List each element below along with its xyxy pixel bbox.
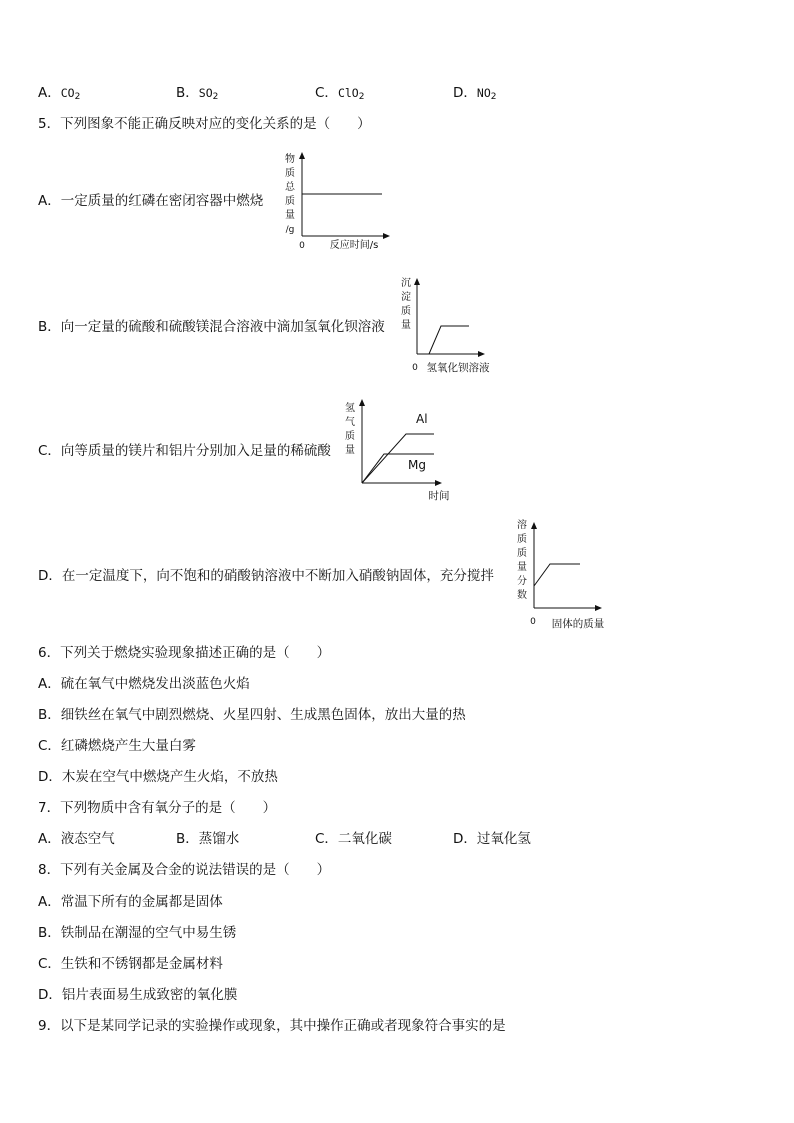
q5-option-c-text: C．向等质量的镁片和铝片分别加入足量的稀硫酸 [38, 443, 331, 459]
graph-b-y-arrow [414, 278, 420, 285]
graph-c-ylabel-0: 氢 [345, 403, 355, 414]
graph-c-y-arrow [359, 399, 365, 406]
graph-b-xlabel: 氢氧化钡溶液 [426, 362, 490, 374]
graph-d-ylabel-0: 溶 [517, 520, 527, 531]
q8-option-a: A．常温下所有的金属都是固体 [38, 894, 223, 910]
graph-d-origin: 0 [530, 617, 536, 627]
graph-b-x-arrow [478, 351, 485, 357]
graph-a-ylabel-0: 物 [285, 154, 295, 165]
graph-c-ylabel-3: 量 [345, 445, 355, 456]
q5-option-a-text: A．一定质量的红磷在密闭容器中燃烧 [38, 193, 264, 209]
q7-stem: 7．下列物质中含有氧分子的是（ ） [38, 800, 277, 816]
graph-a-ylabel-5: /g [285, 225, 295, 235]
graph-b-origin: 0 [412, 363, 418, 373]
q5-option-b-text: B．向一定量的硫酸和硫酸镁混合溶液中滴加氢氧化钡溶液 [38, 319, 385, 335]
q7-option-a: A．液态空气 [38, 831, 115, 847]
graph-d-ylabel-5: 数 [517, 590, 527, 601]
graph-c-ylabel-2: 质 [345, 431, 355, 442]
q6-option-b: B．细铁丝在氧气中剧烈燃烧、火星四射、生成黑色固体，放出大量的热 [38, 707, 466, 723]
graph-d-x-arrow [595, 605, 602, 611]
q6-option-a: A．硫在氧气中燃烧发出淡蓝色火焰 [38, 676, 250, 692]
q4-option-c: C．ClO$_2$ [315, 85, 365, 102]
graph-b-ylabel-1: 淀 [401, 292, 411, 303]
graph-c-series-al: Al [416, 412, 428, 426]
q5-graph-c [338, 395, 458, 505]
q4-option-a: A．$CO_2$ [38, 85, 81, 102]
graph-d-curve [534, 564, 580, 586]
graph-a-xlabel: 反应时间/s [329, 240, 379, 251]
graph-c-xlabel: 时间 [428, 490, 450, 502]
graph-a-ylabel-1: 质 [285, 168, 295, 179]
graph-b-ylabel-2: 质 [401, 306, 411, 317]
graph-b-curve [429, 326, 469, 354]
q8-option-c: C．生铁和不锈钢都是金属材料 [38, 956, 223, 972]
q5-stem: 5．下列图象不能正确反映对应的变化关系的是（ ） [38, 116, 371, 132]
graph-c-x-arrow [435, 480, 442, 486]
q4-option-b: B．$SO_2$ [176, 85, 219, 102]
graph-a-x-arrow [383, 233, 390, 239]
graph-a-ylabel-2: 总 [285, 182, 295, 193]
q7-option-d: D．过氧化氢 [453, 831, 531, 847]
graph-c-ylabel-1: 气 [345, 417, 355, 428]
graph-a-ylabel-3: 质 [285, 196, 295, 207]
graph-d-ylabel-3: 量 [517, 562, 527, 573]
graph-d-ylabel-4: 分 [517, 576, 527, 587]
q5-graph-b [393, 272, 503, 382]
graph-c-series-mg: Mg [408, 458, 426, 472]
q6-option-d: D．木炭在空气中燃烧产生火焰，不放热 [38, 769, 278, 785]
q5-graph-a [280, 150, 400, 260]
graph-a-origin: 0 [299, 241, 305, 251]
q4-option-d: D．$NO_2$ [453, 85, 497, 102]
q6-option-c: C．红磷燃烧产生大量白雾 [38, 738, 196, 754]
q7-option-c: C．二氧化碳 [315, 831, 392, 847]
q7-option-b: B．蒸馏水 [176, 831, 240, 847]
graph-a-y-arrow [299, 152, 305, 159]
graph-d-ylabel-1: 质 [517, 534, 527, 545]
q8-stem: 8．下列有关金属及合金的说法错误的是（ ） [38, 862, 331, 878]
graph-d-ylabel-2: 质 [517, 548, 527, 559]
q8-option-b: B．铁制品在潮湿的空气中易生锈 [38, 925, 237, 941]
q9-stem: 9．以下是某同学记录的实验操作或现象，其中操作正确或者现象符合事实的是 [38, 1018, 506, 1034]
graph-d-xlabel: 固体的质量 [551, 618, 605, 630]
q6-stem: 6．下列关于燃烧实验现象描述正确的是（ ） [38, 645, 331, 661]
q5-option-d-text: D．在一定温度下，向不饱和的硝酸钠溶液中不断加入硝酸钠固体，充分搅拌 [38, 568, 494, 584]
q8-option-d: D．铝片表面易生成致密的氧化膜 [38, 987, 238, 1003]
graph-d-y-arrow [531, 522, 537, 529]
graph-b-ylabel-0: 沉 [401, 278, 411, 289]
graph-b-ylabel-3: 量 [401, 320, 411, 331]
graph-a-ylabel-4: 量 [285, 210, 295, 221]
q5-graph-d [510, 516, 610, 634]
